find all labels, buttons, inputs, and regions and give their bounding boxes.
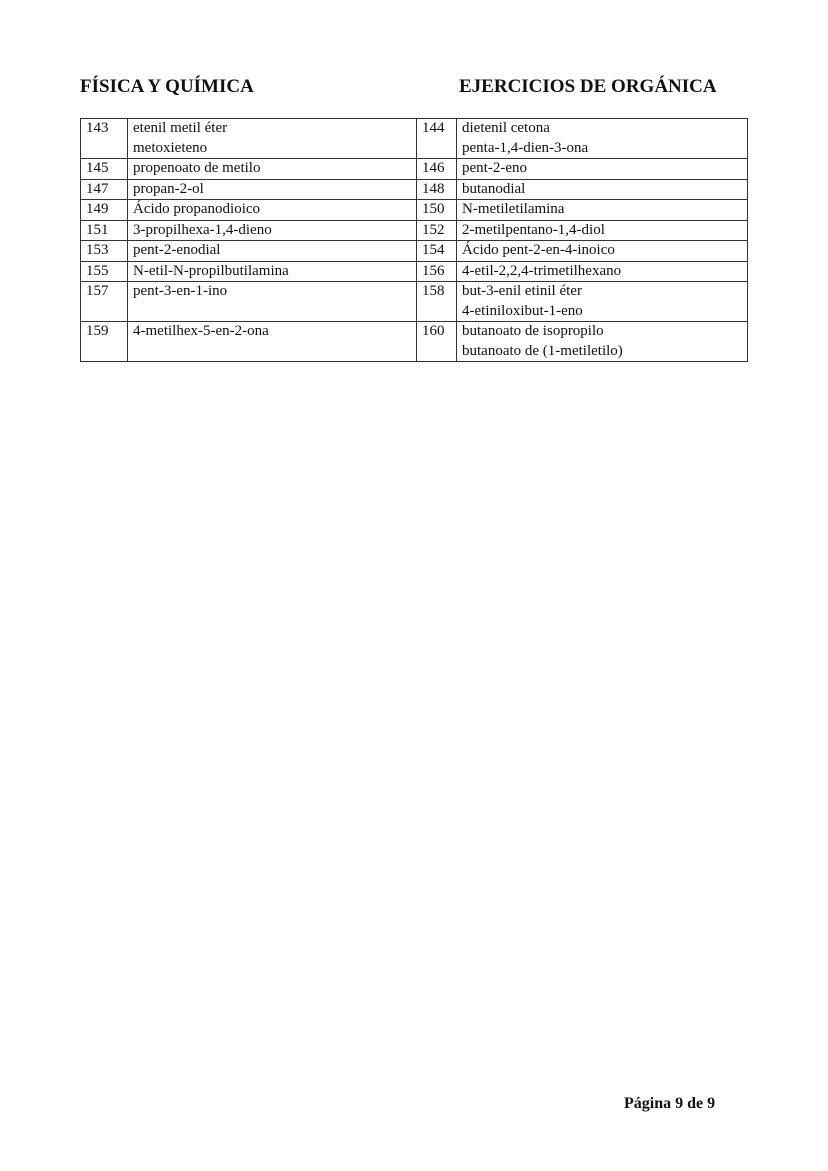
compound-name: N-etil-N-propilbutilamina <box>128 261 417 282</box>
exercise-number: 143 <box>81 119 128 159</box>
answers-table <box>80 118 748 362</box>
exercise-number: 159 <box>81 322 128 362</box>
compound-name: pent-3-en-1-ino <box>128 282 417 322</box>
exercise-number: 158 <box>417 282 457 322</box>
compound-name-line: butanoato de isopropilo <box>462 323 604 339</box>
compound-name: 3-propilhexa-1,4-dieno <box>128 220 417 241</box>
table-row <box>81 241 748 262</box>
compound-name <box>457 322 748 362</box>
compound-name-line: but-3-enil etinil éter <box>462 283 582 299</box>
compound-alt-name: butanoato de (1-metiletilo) <box>462 342 623 359</box>
exercise-number: 157 <box>81 282 128 322</box>
page-number: Página 9 de 9 <box>624 1095 716 1112</box>
exercise-number: 154 <box>417 241 457 262</box>
exercise-number: 149 <box>81 200 128 221</box>
exercise-number: 160 <box>417 322 457 362</box>
compound-name: pent-2-eno <box>457 159 748 180</box>
table-row <box>81 119 748 159</box>
compound-name: 2-metilpentano-1,4-diol <box>457 220 748 241</box>
exercise-number: 156 <box>417 261 457 282</box>
compound-name-line: dietenil cetona <box>462 120 550 136</box>
exercise-number: 153 <box>81 241 128 262</box>
compound-name: 4-metilhex-5-en-2-ona <box>128 322 417 362</box>
table-row <box>81 261 748 282</box>
exercise-number: 144 <box>417 119 457 159</box>
compound-alt-name: 4-etiniloxibut-1-eno <box>462 302 583 319</box>
compound-name: Ácido pent-2-en-4-inoico <box>457 241 748 262</box>
exercise-number: 145 <box>81 159 128 180</box>
compound-alt-name: penta-1,4-dien-3-ona <box>462 139 589 156</box>
table-row <box>81 200 748 221</box>
exercise-number: 151 <box>81 220 128 241</box>
compound-name: butanodial <box>457 179 748 200</box>
table-row <box>81 322 748 362</box>
table-row <box>81 282 748 322</box>
compound-name <box>128 119 417 159</box>
table-row <box>81 179 748 200</box>
exercise-number: 150 <box>417 200 457 221</box>
compound-name: Ácido propanodioico <box>128 200 417 221</box>
compound-alt-name: metoxieteno <box>133 139 208 156</box>
compound-name <box>457 119 748 159</box>
compound-name: propenoato de metilo <box>128 159 417 180</box>
exercise-number: 155 <box>81 261 128 282</box>
header-subject: FÍSICA Y QUÍMICA <box>80 76 254 97</box>
header-topic: EJERCICIOS DE ORGÁNICA <box>459 76 717 97</box>
table-row <box>81 220 748 241</box>
exercise-number: 146 <box>417 159 457 180</box>
compound-name: pent-2-enodial <box>128 241 417 262</box>
compound-name-line: etenil metil éter <box>133 120 228 136</box>
exercise-number: 147 <box>81 179 128 200</box>
compound-name <box>457 282 748 322</box>
compound-name: propan-2-ol <box>128 179 417 200</box>
exercise-number: 152 <box>417 220 457 241</box>
table-row <box>81 159 748 180</box>
compound-name: N-metiletilamina <box>457 200 748 221</box>
exercise-number: 148 <box>417 179 457 200</box>
compound-name: 4-etil-2,2,4-trimetilhexano <box>457 261 748 282</box>
